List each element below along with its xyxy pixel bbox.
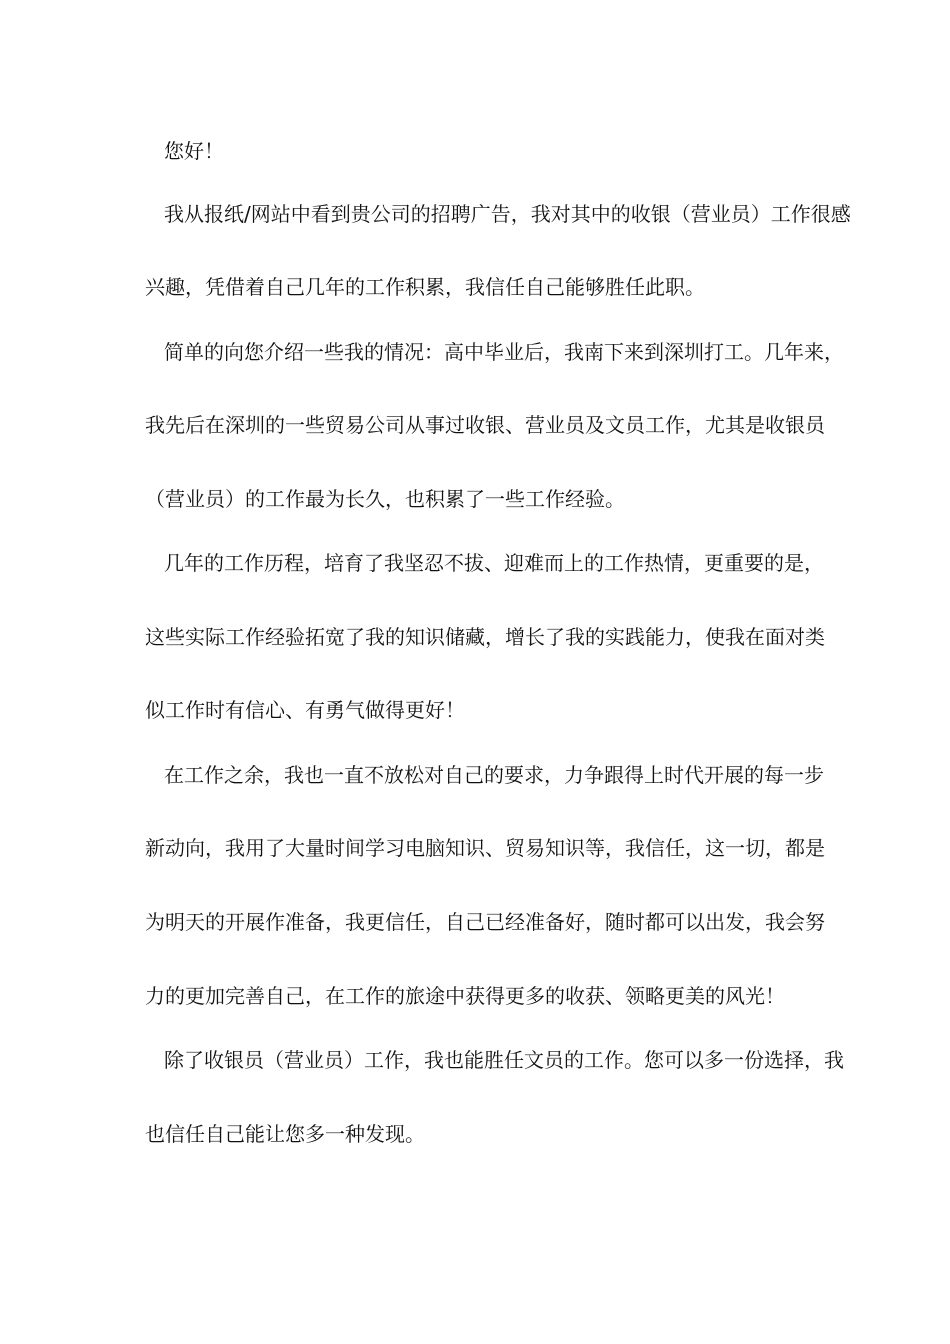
paragraph-4-line-1: 在工作之余，我也一直不放松对自己的要求，力争跟得上时代开展的每一步: [164, 763, 824, 787]
greeting-line: 您好！: [164, 139, 224, 163]
paragraph-3-line-3: 似工作时有信心、有勇气做得更好！: [145, 698, 465, 722]
paragraph-3-line-1: 几年的工作历程，培育了我坚忍不拔、迎难而上的工作热情，更重要的是，: [164, 551, 824, 575]
paragraph-5-line-1: 除了收银员（营业员）工作，我也能胜任文员的工作。您可以多一份选择，我: [164, 1048, 844, 1072]
paragraph-5-line-2: 也信任自己能让您多一种发现。: [145, 1122, 425, 1146]
paragraph-4-line-2: 新动向，我用了大量时间学习电脑知识、贸易知识等，我信任，这一切，都是: [145, 836, 825, 860]
paragraph-4-line-4: 力的更加完善自己，在工作的旅途中获得更多的收获、领略更美的风光！: [145, 984, 785, 1008]
paragraph-2-line-2: 我先后在深圳的一些贸易公司从事过收银、营业员及文员工作，尤其是收银员: [145, 413, 825, 437]
paragraph-3-line-2: 这些实际工作经验拓宽了我的知识储藏，增长了我的实践能力，使我在面对类: [145, 625, 825, 649]
paragraph-4-line-3: 为明天的开展作准备，我更信任，自己已经准备好，随时都可以出发，我会努: [145, 910, 825, 934]
paragraph-1-line-1: 我从报纸/网站中看到贵公司的招聘广告，我对其中的收银（营业员）工作很感: [164, 202, 851, 226]
paragraph-2-line-3: （营业员）的工作最为长久，也积累了一些工作经验。: [145, 487, 625, 511]
paragraph-2-line-1: 简单的向您介绍一些我的情况：高中毕业后，我南下来到深圳打工。几年来，: [164, 340, 844, 364]
paragraph-1-line-2: 兴趣，凭借着自己几年的工作积累，我信任自己能够胜任此职。: [145, 275, 705, 299]
